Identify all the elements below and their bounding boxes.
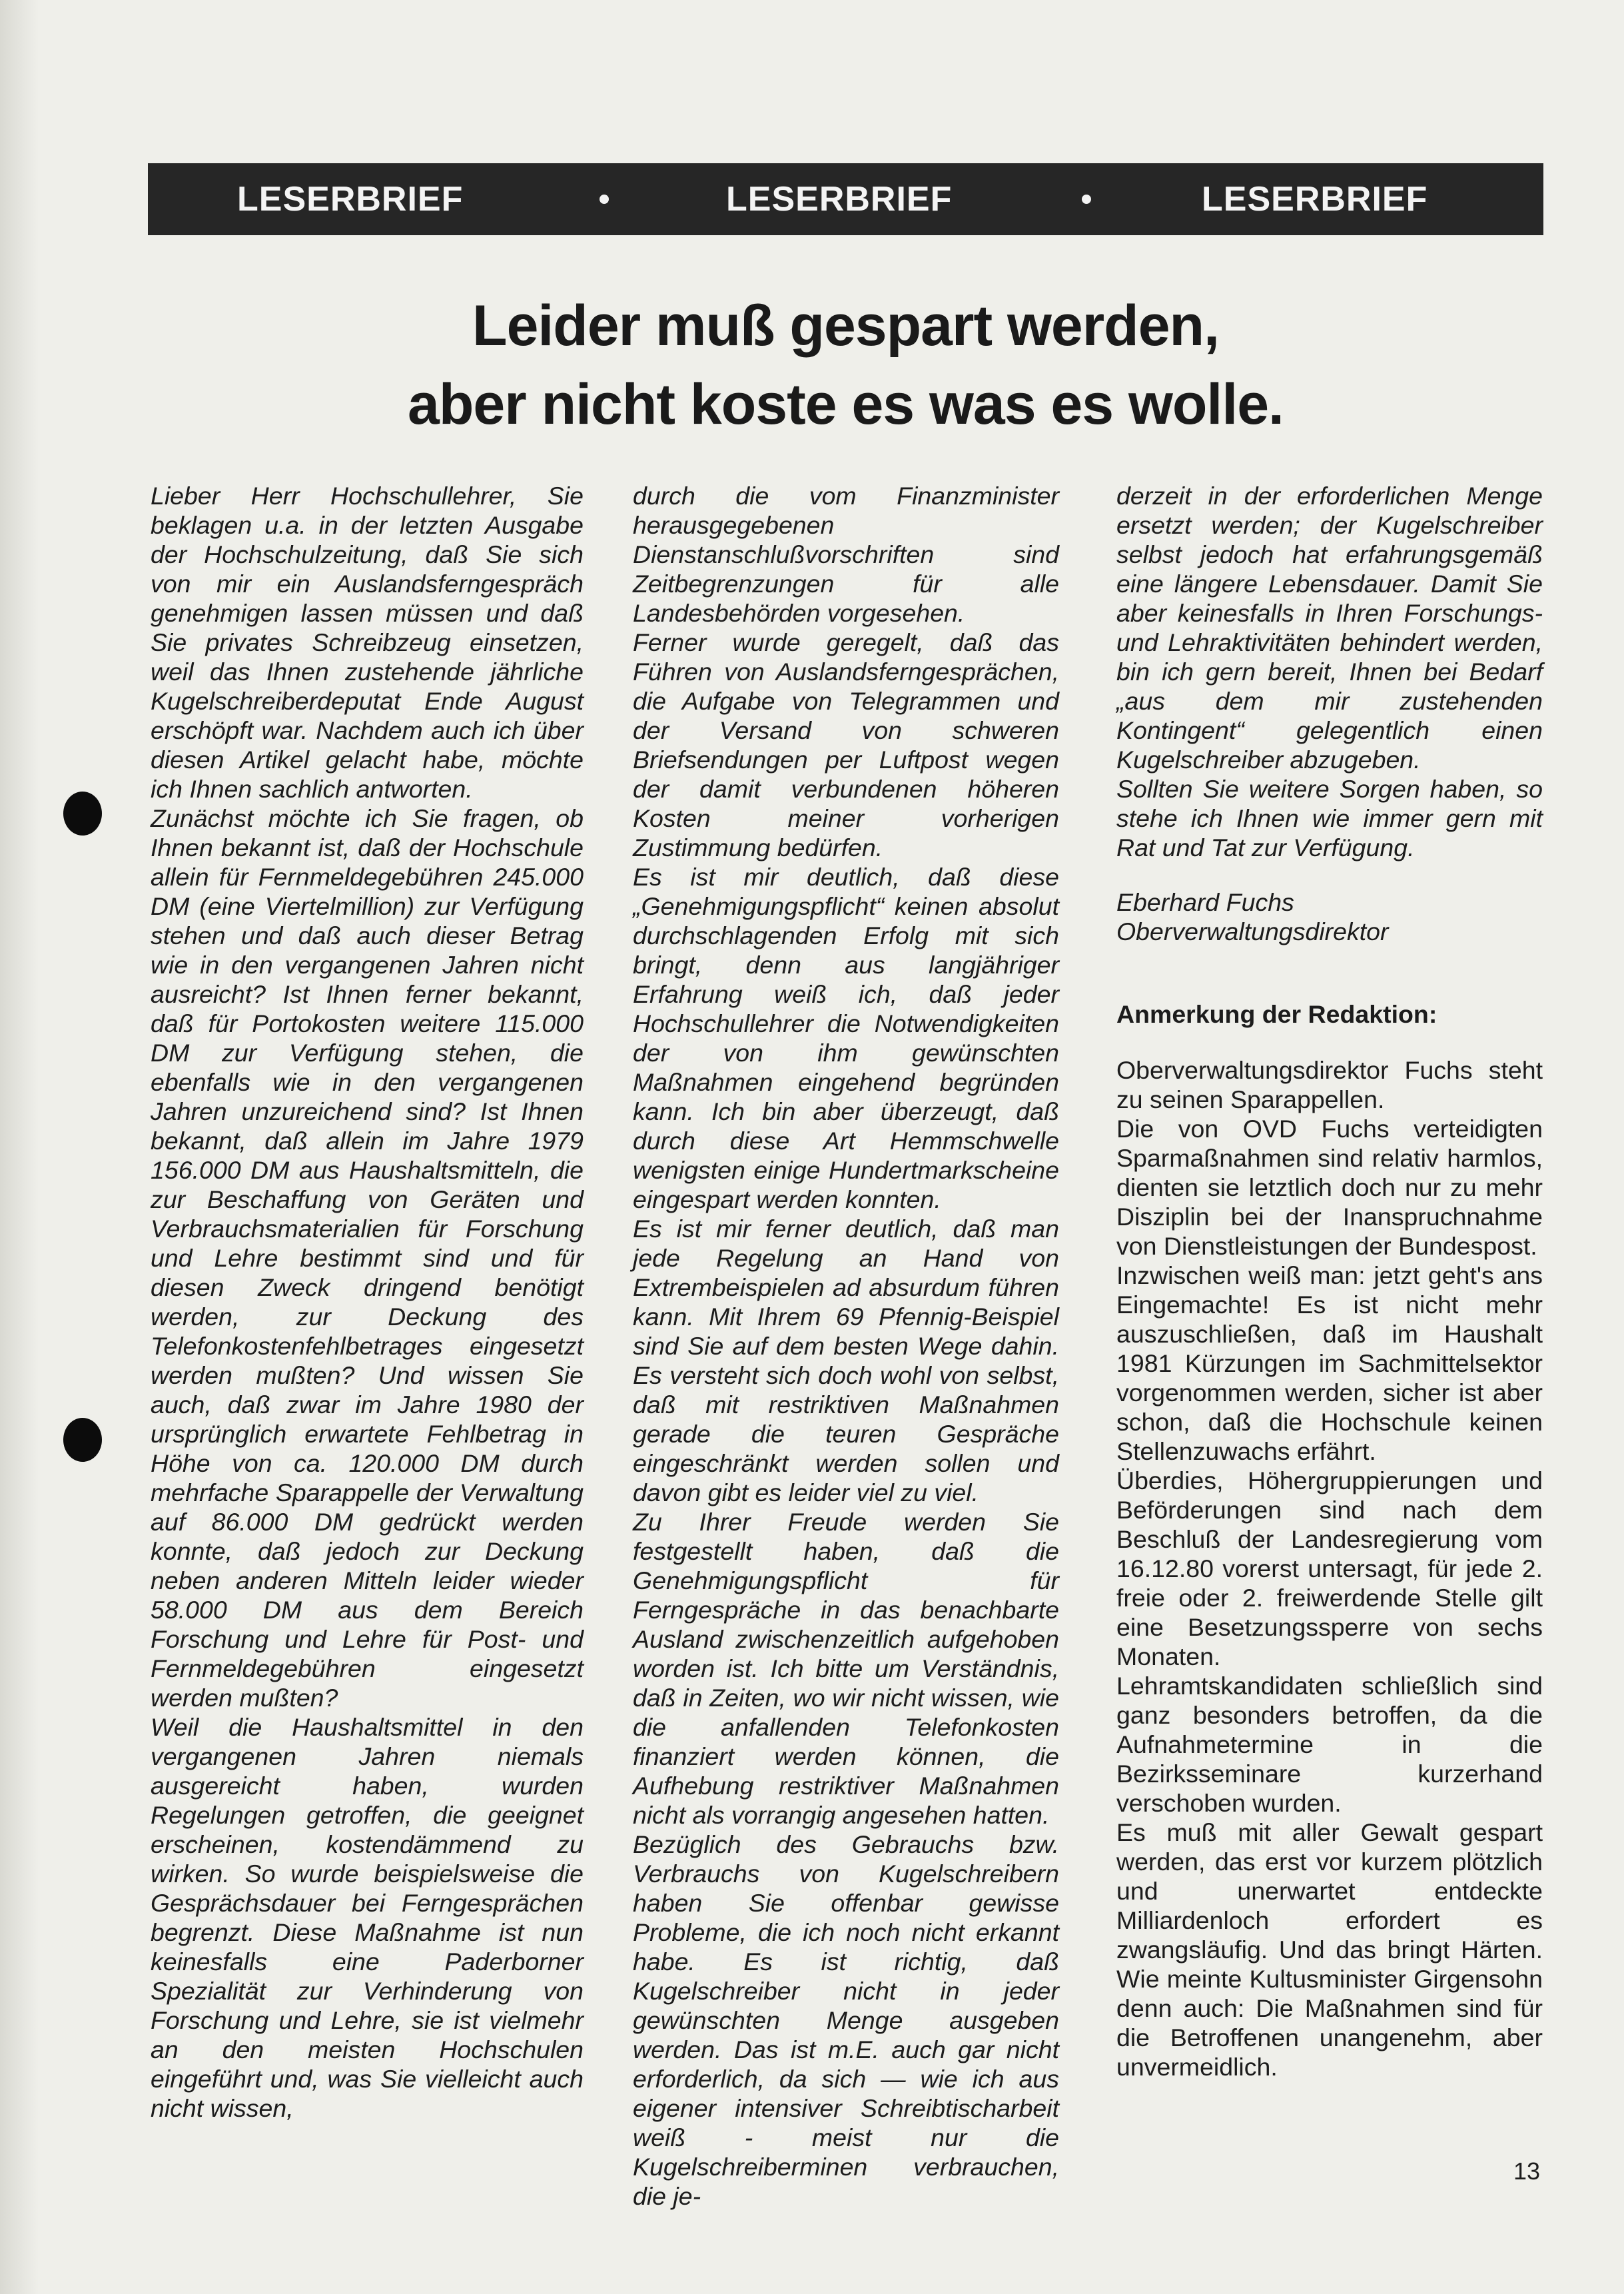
letter-paragraph: durch die vom Finanzminister herausgegebenen Dienstanschlußvorschriften sind Zeitbegrenzungen für alle Landesbehörden vorgesehen. (633, 482, 1059, 627)
letter-paragraph: Es ist mir deutlich, daß diese „Genehmigungspflicht“ keinen absolut durchschlagenden Erfolg mit sich bringt, denn aus langjähriger Erfahrung weiß ich, daß jeder Hochschullehrer die Notwendigkeiten der von ihm gewünschten Maßnahmen eingehend begründen kann. Ich bin aber überzeugt, daß durch diese Art Hemmschwelle wenigsten einige Hundertmarkscheine eingespart werden konnten. (633, 863, 1059, 1213)
letter-paragraph: Weil die Haushaltsmittel in den vergangenen Jahren niemals ausgereicht haben, wurden Regelungen getroffen, die geeignet erscheinen, kostendämmend zu wirken. So wurde beispielsweise die Gesprächsdauer bei Ferngesprächen begrenzt. Diese Maßnahme ist nun keinesfalls eine Paderborner Spezialität zur Verhinderung von Forschung und Lehre, sie ist vielmehr an den meisten Hochschulen eingeführt und, was Sie vielleicht auch nicht wissen, (151, 1713, 584, 2122)
letter-paragraph: Zu Ihrer Freude werden Sie festgestellt haben, daß die Genehmigungspflicht für Ferngespräche in das benachbarte Ausland zwischenzeitlich aufgehoben worden ist. Ich bitte um Verständnis, daß in Zeiten, wo wir nicht wissen, wie die anfallenden Telefonkosten finanziert werden können, die Aufhebung restriktiver Maßnahmen nicht als vorrangig angesehen hatten. (633, 1508, 1059, 1829)
signature-name: Eberhard Fuchs (1116, 888, 1294, 916)
editor-note-paragraph: Überdies, Höhergruppierungen und Beförderungen sind nach dem Beschluß der Landesregierung vom 16.12.80 vorerst untersagt, für jede 2. freie oder 2. freiwerdende Stelle gilt eine Besetzungssperre von sechs Monaten. (1116, 1466, 1543, 1670)
letter-paragraph: Sollten Sie weitere Sorgen haben, so stehe ich Ihnen wie immer gern mit Rat und Tat zur Verfügung. (1116, 775, 1543, 861)
letter-paragraph: Lieber Herr Hochschullehrer, Sie beklagen u.a. in der letzten Ausgabe der Hochschulzeitung, daß Sie sich von mir ein Auslandsferngespräch genehmigen lassen müssen und daß Sie privates Schreibzeug einsetzen, weil das Ihnen zustehende jährliche Kugelschreiberdeputat Ende August erschöpft war. Nachdem auch ich über diesen Artikel gelacht habe, möchte ich Ihnen sachlich antworten. (151, 482, 584, 803)
letter-paragraph: Bezüglich des Gebrauchs bzw. Verbrauchs von Kugelschreibern haben Sie offenbar gewisse Probleme, die ich noch nicht erkannt habe. Es ist richtig, daß Kugelschreiber nicht in jeder gewünschten Menge ausgeben werden. Das ist m.E. auch gar nicht erforderlich, da sich — wie ich aus eigener intensiver Schreibtischarbeit weiß - meist nur die Kugelschreiberminen verbrauchen, die je- (633, 1830, 1059, 2210)
banner-separator-dot (600, 195, 609, 204)
editor-note-paragraph: Lehramtskandidaten schließlich sind ganz besonders betroffen, da die Aufnahmetermine in die Bezirksseminare kurzerhand verschoben wurden. (1116, 1672, 1543, 1817)
banner-label: LESERBRIEF (237, 180, 464, 219)
editor-note-paragraph: Es muß mit aller Gewalt gespart werden, das erst vor kurzem plötzlich und unerwartet entdeckte Milliardenloch erfordert es zwangsläufig. Und das bringt Härten. Wie meinte Kultusminister Girgensohn denn auch: Die Maßnahmen sind für die Betroffenen unangenehm, aber unvermeidlich. (1116, 1818, 1543, 2081)
letter-column-3 (1116, 481, 1543, 2081)
article-headline (148, 287, 1543, 444)
banner-label: LESERBRIEF (726, 180, 953, 219)
letter-column-2 (633, 481, 1059, 2211)
headline-line-1: Leider muß gespart werden, (472, 294, 1219, 358)
letter-paragraph: Es ist mir ferner deutlich, daß man jede Regelung an Hand von Extrembeispielen ad absurdum führen kann. Mit Ihrem 69 Pfennig-Beispiel sind Sie auf dem besten Wege dahin. Es versteht sich doch wohl von selbst, daß mit restriktiven Maßnahmen gerade die teuren Gespräche eingeschränkt werden sollen und davon gibt es leider viel zu viel. (633, 1215, 1059, 1506)
letter-column-1 (151, 481, 584, 2123)
banner-label: LESERBRIEF (1202, 180, 1428, 219)
headline-line-2: aber nicht koste es was es wolle. (408, 372, 1284, 436)
editor-note-paragraph: Oberverwaltungsdirektor Fuchs steht zu seinen Sparappellen. (1116, 1056, 1543, 1113)
editor-note-paragraph: Inzwischen weiß man: jetzt geht's ans Eingemachte! Es ist nicht mehr auszuschließen, daß im Haushalt 1981 Kürzungen im Sachmittelsektor vorgenommen werden, sicher ist aber schon, daß die Hochschule keinen Stellenzuwachs erfährt. (1116, 1261, 1543, 1465)
section-banner (148, 163, 1543, 235)
letter-paragraph: Zunächst möchte ich Sie fragen, ob Ihnen bekannt ist, daß der Hochschule allein für Fernmeldegebühren 245.000 DM (eine Viertelmillion) zur Verfügung stehen und daß auch dieser Betrag wie in den vergangenen Jahren nicht ausreicht? Ist Ihnen ferner bekannt, daß für Portokosten weitere 115.000 DM zur Verfügung stehen, die ebenfalls wie in den vergangenen Jahren unzureichend sind? Ist Ihnen bekannt, daß allein im Jahre 1979 156.000 DM aus Haushaltsmitteln, die zur Beschaffung von Geräten und Verbrauchsmaterialien für Forschung und Lehre bestimmt sind und für diesen Zweck dringend benötigt werden, zur Deckung des Telefonkostenfehlbetrages eingesetzt werden mußten? Und wissen Sie auch, daß zwar im Jahre 1980 der ursprünglich erwartete Fehlbetrag in Höhe von ca. 120.000 DM durch mehrfache Sparappelle der Verwaltung auf 86.000 DM gedrückt werden konnte, daß jedoch zur Deckung neben anderen Mitteln leider wieder 58.000 DM aus dem Bereich Forschung und Lehre für Post- und Fernmeldegebühren eingesetzt werden mußten? (151, 804, 584, 1712)
editor-note-paragraph: Die von OVD Fuchs verteidigten Sparmaßnahmen sind relativ harmlos, dienten sie letztlich doch nur zu mehr Disziplin bei der Inanspruchnahme von Dienstleistungen der Bundespost. (1116, 1115, 1543, 1260)
page-number: 13 (1513, 2157, 1541, 2185)
page-edge-shadow (0, 0, 39, 2294)
editor-note-heading: Anmerkung der Redaktion: (1116, 1000, 1437, 1028)
letter-paragraph: Ferner wurde geregelt, daß das Führen von Auslandsferngesprächen, die Aufgabe von Telegrammen und der Versand von schweren Briefsendungen per Luftpost wegen der damit verbundenen höheren Kosten meiner vorherigen Zustimmung bedürfen. (633, 628, 1059, 861)
signature-title: Oberverwaltungsdirektor (1116, 917, 1389, 945)
letter-paragraph: derzeit in der erforderlichen Menge ersetzt werden; der Kugelschreiber selbst jedoch hat erfahrungsgemäß eine längere Lebensdauer. Damit Sie aber keinesfalls in Ihren Forschungs- und Lehraktivitäten behindert werden, bin ich gern bereit, Ihnen bei Bedarf „aus dem mir zustehenden Kontingent“ gelegentlich einen Kugelschreiber abzugeben. (1116, 482, 1543, 774)
banner-separator-dot (1082, 195, 1091, 204)
punch-hole (63, 792, 102, 836)
punch-hole (63, 1418, 102, 1462)
